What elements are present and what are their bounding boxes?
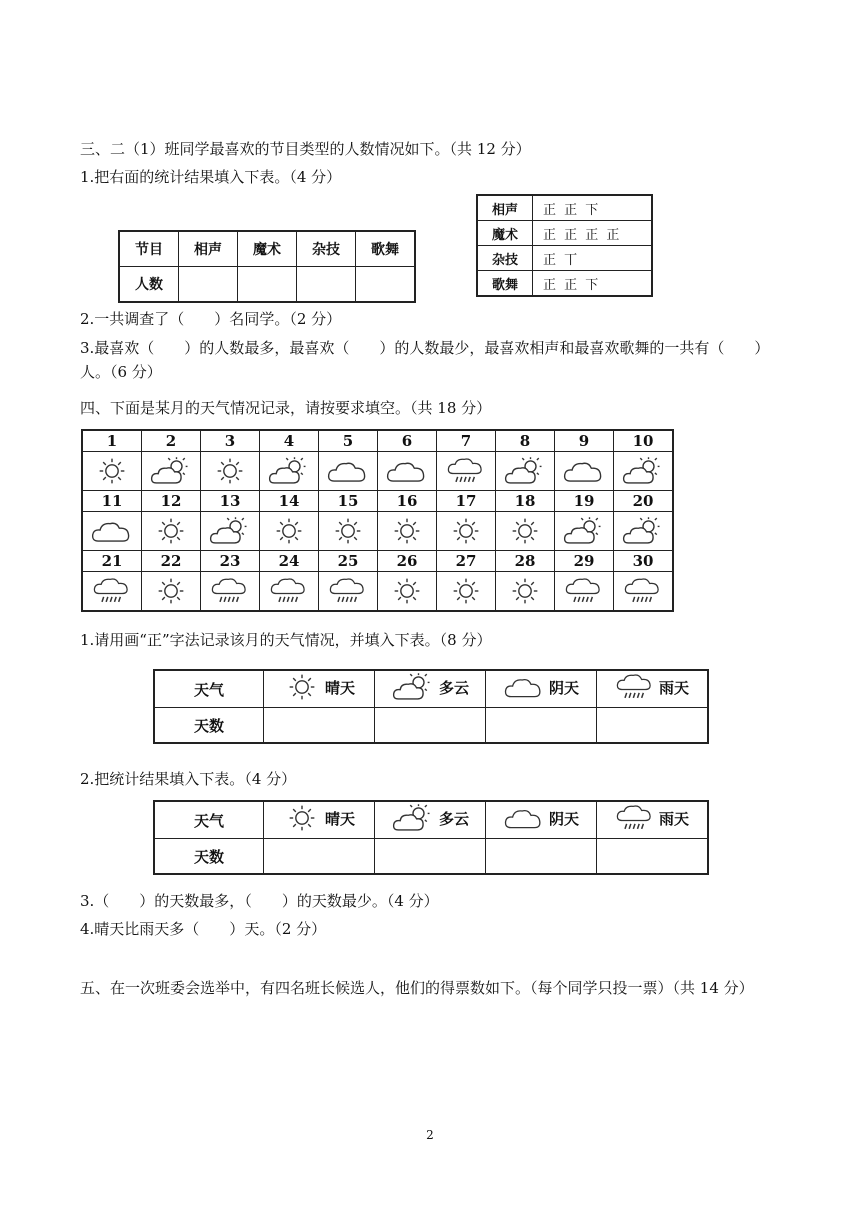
tally-marks: 正 正 正 正 <box>533 221 653 246</box>
tally-marks: 正 正 下 <box>533 195 653 221</box>
calendar-day-number: 28 <box>496 551 555 572</box>
answer-cell-acrobatics[interactable] <box>297 267 356 303</box>
sunny-icon <box>507 516 543 546</box>
calendar-day-number: 23 <box>201 551 260 572</box>
weather-count-table <box>153 800 709 875</box>
calendar-weather-cell <box>142 452 201 491</box>
rainy-icon <box>446 455 486 487</box>
calendar-weather-cell <box>82 452 142 491</box>
calendar-day-number: 4 <box>260 430 319 452</box>
sunny-icon <box>507 576 543 606</box>
header-program: 节目 <box>119 231 179 267</box>
row-label-count: 人数 <box>119 267 179 303</box>
tally-label: 歌舞 <box>477 271 533 297</box>
sunny-icon <box>389 516 425 546</box>
calendar-day-number: 8 <box>496 430 555 452</box>
count-cell-sunny[interactable] <box>264 839 375 875</box>
header-song-dance: 歌舞 <box>356 231 416 267</box>
sunny-icon <box>283 672 321 702</box>
calendar-day-number: 9 <box>555 430 614 452</box>
tally-marks: 正 正 下 <box>533 271 653 297</box>
calendar-weather-cell <box>496 572 555 612</box>
calendar-weather-cell <box>319 452 378 491</box>
weather-type-label: 晴天 <box>324 678 355 697</box>
weather-tally-table <box>153 669 709 744</box>
sunny-icon <box>330 516 366 546</box>
cloudy-icon <box>385 455 429 487</box>
calendar-day-number: 19 <box>555 491 614 512</box>
calendar-weather-cell <box>82 572 142 612</box>
partly-cloudy-icon <box>149 455 193 487</box>
calendar-weather-cell <box>82 512 142 551</box>
calendar-day-number: 12 <box>142 491 201 512</box>
calendar-day-number: 17 <box>437 491 496 512</box>
calendar-day-number: 18 <box>496 491 555 512</box>
tally-cell-sunny[interactable] <box>264 708 375 744</box>
calendar-day-number: 5 <box>319 430 378 452</box>
answer-cell-song-dance[interactable] <box>356 267 416 303</box>
tally-marks: 正 丅 <box>533 246 653 271</box>
section4-q2: 2.把统计结果填入下表。（4 分） <box>80 770 297 788</box>
answer-cell-magic[interactable] <box>238 267 297 303</box>
answer-cell-crosstalk[interactable] <box>179 267 238 303</box>
section4-title: 四、下面是某月的天气情况记录，请按要求填空。（共 18 分） <box>80 399 492 417</box>
calendar-day-number: 30 <box>614 551 674 572</box>
calendar-day-number: 6 <box>378 430 437 452</box>
calendar-day-number: 26 <box>378 551 437 572</box>
calendar-weather-cell <box>378 452 437 491</box>
count-cell-partly-cloudy[interactable] <box>375 839 486 875</box>
rainy-icon <box>564 575 604 607</box>
calendar-weather-cell <box>555 572 614 612</box>
sunny-icon <box>448 516 484 546</box>
tally-cell-partly-cloudy[interactable] <box>375 708 486 744</box>
rainy-icon <box>615 671 655 703</box>
cloudy-icon <box>503 803 545 833</box>
section4-q3: 3.（ ）的天数最多，（ ）的天数最少。（4 分） <box>80 892 439 910</box>
calendar-day-number: 20 <box>614 491 674 512</box>
section4-q4: 4.晴天比雨天多（ ）天。（2 分） <box>80 920 327 938</box>
calendar-day-number: 11 <box>82 491 142 512</box>
calendar-weather-cell <box>260 572 319 612</box>
tally-label: 相声 <box>477 195 533 221</box>
row-label-weather: 天气 <box>154 801 264 839</box>
weather-type-label: 阴天 <box>548 678 579 697</box>
partly-cloudy-icon <box>391 671 435 703</box>
sunny-icon <box>271 516 307 546</box>
partly-cloudy-icon <box>621 455 665 487</box>
partly-cloudy-icon <box>503 455 547 487</box>
cloudy-icon <box>90 515 134 547</box>
header-magic: 魔术 <box>238 231 297 267</box>
calendar-weather-cell <box>437 512 496 551</box>
row-label-days: 天数 <box>154 708 264 744</box>
section4-q1: 1.请用画“正”字法记录该月的天气情况，并填入下表。（8 分） <box>80 631 492 649</box>
partly-cloudy-icon <box>391 802 435 834</box>
partly-cloudy-icon <box>208 515 252 547</box>
weather-type-label: 多云 <box>438 678 469 697</box>
tally-label: 魔术 <box>477 221 533 246</box>
row-label-weather: 天气 <box>154 670 264 708</box>
calendar-day-number: 25 <box>319 551 378 572</box>
calendar-weather-cell <box>614 572 674 612</box>
sunny-icon <box>153 576 189 606</box>
program-count-table <box>118 230 416 303</box>
section5-title: 五、在一次班委会选举中，有四名班长候选人，他们的得票数如下。（每个同学只投一票）（共 14 分） <box>80 979 754 997</box>
calendar-day-number: 10 <box>614 430 674 452</box>
weather-type-label: 雨天 <box>658 678 689 697</box>
cloudy-icon <box>326 455 370 487</box>
calendar-weather-cell <box>437 452 496 491</box>
calendar-weather-cell <box>614 512 674 551</box>
page-number: 2 <box>426 1128 434 1142</box>
weather-type-label: 晴天 <box>324 809 355 828</box>
calendar-weather-cell <box>260 452 319 491</box>
cloudy-icon <box>562 455 606 487</box>
calendar-weather-cell <box>201 452 260 491</box>
sunny-icon <box>448 576 484 606</box>
section3-q2: 2.一共调查了（ ）名同学。（2 分） <box>80 310 342 328</box>
calendar-weather-cell <box>319 512 378 551</box>
count-cell-rainy[interactable] <box>597 839 709 875</box>
calendar-weather-cell <box>142 512 201 551</box>
calendar-day-number: 2 <box>142 430 201 452</box>
calendar-day-number: 13 <box>201 491 260 512</box>
section3-q3: 3.最喜欢（ ）的人数最多，最喜欢（ ）的人数最少，最喜欢相声和最喜欢歌舞的一共有（ ）人。（6 分） <box>80 339 770 381</box>
calendar-weather-cell <box>496 452 555 491</box>
rainy-icon <box>623 575 663 607</box>
tally-cell-rainy[interactable] <box>597 708 709 744</box>
calendar-weather-cell <box>260 512 319 551</box>
partly-cloudy-icon <box>562 515 606 547</box>
calendar-weather-cell <box>142 572 201 612</box>
calendar-day-number: 14 <box>260 491 319 512</box>
partly-cloudy-icon <box>621 515 665 547</box>
calendar-weather-cell <box>201 572 260 612</box>
sunny-icon <box>153 516 189 546</box>
tally-table <box>476 194 653 297</box>
calendar-day-number: 1 <box>82 430 142 452</box>
weather-type-label: 雨天 <box>658 809 689 828</box>
rainy-icon <box>269 575 309 607</box>
calendar-day-number: 22 <box>142 551 201 572</box>
section3-title: 三、二（1）班同学最喜欢的节目类型的人数情况如下。（共 12 分） <box>80 140 531 158</box>
cloudy-icon <box>503 672 545 702</box>
calendar-day-number: 7 <box>437 430 496 452</box>
sunny-icon <box>283 803 321 833</box>
calendar-weather-cell <box>496 512 555 551</box>
calendar-weather-cell <box>378 512 437 551</box>
calendar-weather-cell <box>378 572 437 612</box>
calendar-day-number: 27 <box>437 551 496 572</box>
rainy-icon <box>92 575 132 607</box>
calendar-weather-cell <box>437 572 496 612</box>
partly-cloudy-icon <box>267 455 311 487</box>
calendar-day-number: 29 <box>555 551 614 572</box>
rainy-icon <box>210 575 250 607</box>
weather-type-label: 阴天 <box>548 809 579 828</box>
rainy-icon <box>615 802 655 834</box>
calendar-day-number: 24 <box>260 551 319 572</box>
row-label-days: 天数 <box>154 839 264 875</box>
tally-label: 杂技 <box>477 246 533 271</box>
calendar-weather-cell <box>555 512 614 551</box>
sunny-icon <box>389 576 425 606</box>
calendar-weather-cell <box>201 512 260 551</box>
weather-calendar <box>81 429 674 612</box>
sunny-icon <box>94 456 130 486</box>
calendar-day-number: 16 <box>378 491 437 512</box>
rainy-icon <box>328 575 368 607</box>
calendar-day-number: 21 <box>82 551 142 572</box>
header-crosstalk: 相声 <box>179 231 238 267</box>
calendar-weather-cell <box>555 452 614 491</box>
tally-cell-cloudy[interactable] <box>486 708 597 744</box>
header-acrobatics: 杂技 <box>297 231 356 267</box>
sunny-icon <box>212 456 248 486</box>
count-cell-cloudy[interactable] <box>486 839 597 875</box>
calendar-weather-cell <box>319 572 378 612</box>
calendar-day-number: 15 <box>319 491 378 512</box>
calendar-day-number: 3 <box>201 430 260 452</box>
calendar-weather-cell <box>614 452 674 491</box>
weather-type-label: 多云 <box>438 809 469 828</box>
section3-q1: 1.把右面的统计结果填入下表。（4 分） <box>80 168 342 186</box>
